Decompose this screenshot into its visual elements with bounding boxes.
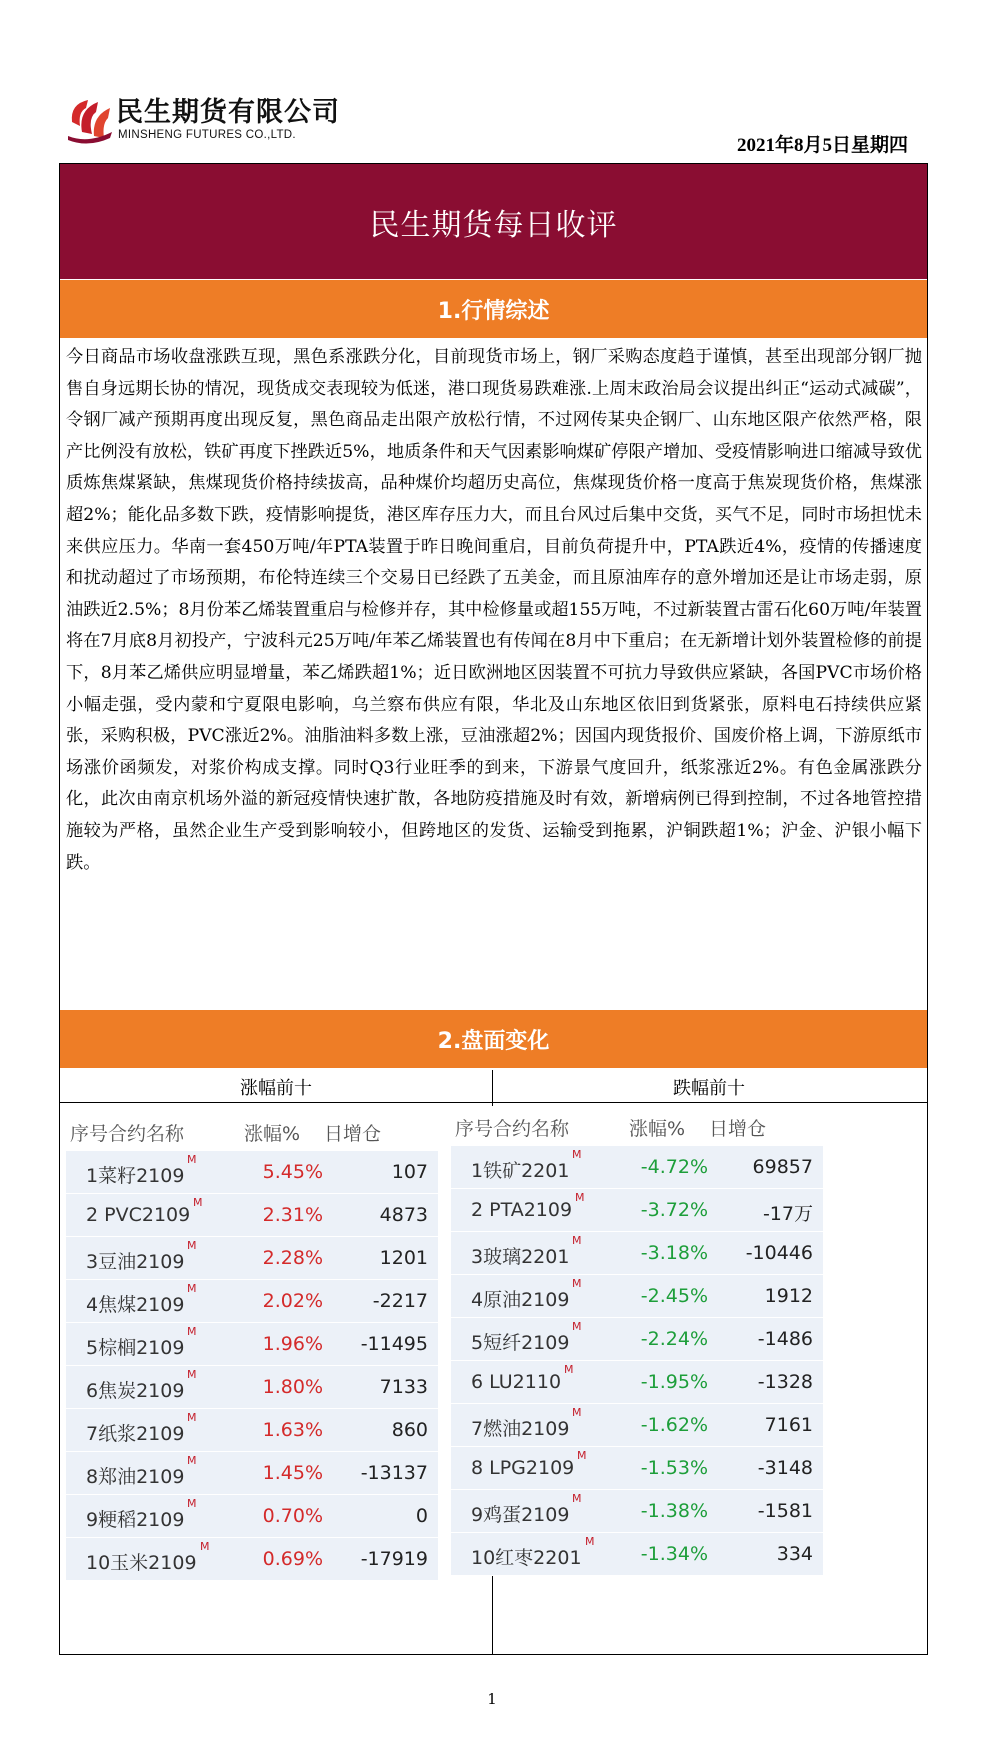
change-pct: -3.72% bbox=[640, 1199, 708, 1221]
main-contract-mark: M bbox=[187, 1153, 197, 1166]
main-contract-mark: M bbox=[187, 1411, 197, 1424]
main-contract-mark: M bbox=[585, 1535, 595, 1548]
contract-name: 4焦煤2109 bbox=[86, 1294, 185, 1316]
contract-name: 6 LU2110 bbox=[471, 1371, 562, 1393]
table-row bbox=[66, 1495, 438, 1538]
section-board-changes-title: 2.盘面变化 bbox=[60, 1010, 927, 1068]
col-open-interest-change: 日增仓 bbox=[709, 1118, 767, 1140]
contract-name: 9鸡蛋2109 bbox=[471, 1504, 570, 1526]
main-contract-mark: M bbox=[193, 1196, 203, 1209]
table-row bbox=[66, 1151, 438, 1194]
gainers-table bbox=[66, 1111, 438, 1581]
open-interest-change: 7161 bbox=[764, 1414, 813, 1436]
market-overview-text: 今日商品市场收盘涨跌互现，黑色系涨跌分化，目前现货市场上，钢厂采购态度趋于谨慎，甚至出现部分钢厂抛售自身远期长协的情况，现货成交表现较为低迷，港口现货易跌难涨.上周末政治局会议提出纠正“运动式减碳”，令钢厂减产预期再度出现反复，黑色商品走出限产放松行情，不过网传某央企钢厂、山东地区限产依然严格，限产比例没有放松，铁矿再度下挫跌近5%，地质条件和天气因素影响煤矿停限产增加、受疫情影响进口缩减导致优质炼焦煤紧缺，焦煤现货价格持续拔高，品种煤价均超历史高位，焦煤现货价格一度高于焦炭现货价格，焦煤涨超2%；能化品多数下跌，疫情影响提货，港区库存压力大，而且台风过后集中交货，买气不足，同时市场担忧未来供应压力。华南一套450万吨/年PTA装置于昨日晚间重启，目前负荷提升中，PTA跌近4%，疫情的传播速度和扰动超过了市场预期，布伦特连续三个交易日已经跌了五美金，而且原油库存的意外增加还是让市场走弱，原油跌近2.5%；8月份苯乙烯装置重启与检修并存，其中检修量或超155万吨，不过新装置古雷石化60万吨/年装置将在7月底8月初投产，宁波科元25万吨/年苯乙烯装置也有传闻在8月中下重启；在无新增计划外装置检修的前提下，8月苯乙烯供应明显增量，苯乙烯跌超1%；近日欧洲地区因装置不可抗力导致供应紧缺，各国PVC市场价格小幅走强，受内蒙和宁夏限电影响，乌兰察布供应有限，华北及山东地区依旧到货紧张，原料电石持续供应紧张，采购积极，PVC涨近2%。油脂油料多数上涨，豆油涨超2%；因国内现货报价、国废价格上调，下游原纸市场涨价函频发，对浆价构成支撑。同时Q3行业旺季的到来，下游景气度回升，纸浆涨近2%。有色金属涨跌分化，此次由南京机场外溢的新冠疫情快速扩散，各地防疫措施及时有效，新增病例已得到控制，不过各地管控措施较为严格，虽然企业生产受到影响较小，但跨地区的发货、运输受到拖累，沪铜跌超1%；沪金、沪银小幅下跌。 bbox=[66, 347, 922, 873]
table-row bbox=[451, 1146, 823, 1189]
contract-name: 5棕榈2109 bbox=[86, 1337, 185, 1359]
open-interest-change: 7133 bbox=[379, 1376, 428, 1398]
change-pct: -3.18% bbox=[640, 1242, 708, 1264]
open-interest-change: -1486 bbox=[757, 1328, 813, 1350]
table-row bbox=[451, 1232, 823, 1275]
company-name-en: MINSHENG FUTURES CO.,LTD. bbox=[118, 129, 296, 141]
open-interest-change: 4873 bbox=[379, 1204, 428, 1226]
contract-name: 2 PVC2109 bbox=[86, 1204, 191, 1226]
col-contract-name: 序号合约名称 bbox=[70, 1123, 185, 1145]
main-contract-mark: M bbox=[572, 1406, 582, 1419]
contract-name: 4原油2109 bbox=[471, 1289, 570, 1311]
table-row bbox=[66, 1280, 438, 1323]
table-row bbox=[451, 1490, 823, 1533]
open-interest-change: 107 bbox=[391, 1161, 428, 1183]
table-row bbox=[66, 1452, 438, 1495]
section-market-overview-title: 1.行情综述 bbox=[60, 280, 927, 338]
col-contract-name: 序号合约名称 bbox=[455, 1118, 570, 1140]
open-interest-change: -11495 bbox=[360, 1333, 428, 1355]
open-interest-change: -17919 bbox=[360, 1548, 428, 1570]
table-row bbox=[66, 1538, 438, 1581]
page-number: 1 bbox=[487, 1690, 497, 1708]
open-interest-change: -2217 bbox=[372, 1290, 428, 1312]
contract-name: 7燃油2109 bbox=[471, 1418, 570, 1440]
main-contract-mark: M bbox=[572, 1320, 582, 1333]
change-pct: -2.45% bbox=[640, 1285, 708, 1307]
change-pct: 0.69% bbox=[262, 1548, 323, 1570]
report-date: 2021年8月5日星期四 bbox=[736, 135, 908, 156]
main-contract-mark: M bbox=[187, 1239, 197, 1252]
table-row bbox=[451, 1318, 823, 1361]
main-contract-mark: M bbox=[572, 1148, 582, 1161]
contract-name: 10红枣2201 bbox=[471, 1547, 582, 1569]
contract-name: 5短纤2109 bbox=[471, 1332, 570, 1354]
open-interest-change: -1581 bbox=[757, 1500, 813, 1522]
panel-title-divider bbox=[60, 1102, 927, 1103]
change-pct: -1.62% bbox=[640, 1414, 708, 1436]
change-pct: 1.96% bbox=[262, 1333, 323, 1355]
table-row bbox=[66, 1194, 438, 1237]
contract-name: 7纸浆2109 bbox=[86, 1423, 185, 1445]
table-row bbox=[66, 1237, 438, 1280]
losers-table bbox=[451, 1106, 823, 1576]
main-contract-mark: M bbox=[200, 1540, 210, 1553]
col-change-pct: 涨幅% bbox=[629, 1118, 686, 1140]
table-row bbox=[451, 1189, 823, 1232]
table-row bbox=[451, 1404, 823, 1447]
open-interest-change: 334 bbox=[776, 1543, 813, 1565]
losers-rows bbox=[451, 1146, 823, 1576]
open-interest-change: -17万 bbox=[762, 1203, 813, 1225]
col-open-interest-change: 日增仓 bbox=[324, 1123, 382, 1145]
main-contract-mark: M bbox=[187, 1282, 197, 1295]
losers-table-header bbox=[451, 1106, 823, 1146]
table-row bbox=[66, 1409, 438, 1452]
table-row bbox=[66, 1366, 438, 1409]
contract-name: 10玉米2109 bbox=[86, 1552, 197, 1574]
main-contract-mark: M bbox=[564, 1363, 574, 1376]
table-row bbox=[451, 1361, 823, 1404]
open-interest-change: 860 bbox=[391, 1419, 428, 1441]
open-interest-change: -3148 bbox=[757, 1457, 813, 1479]
main-contract-mark: M bbox=[187, 1497, 197, 1510]
change-pct: -1.34% bbox=[640, 1543, 708, 1565]
col-change-pct: 涨幅% bbox=[244, 1123, 301, 1145]
contract-name: 2 PTA2109 bbox=[471, 1199, 573, 1221]
contract-name: 1铁矿2201 bbox=[471, 1160, 570, 1182]
main-contract-mark: M bbox=[187, 1368, 197, 1381]
change-pct: 1.45% bbox=[262, 1462, 323, 1484]
table-row bbox=[66, 1323, 438, 1366]
change-pct: 0.70% bbox=[262, 1505, 323, 1527]
company-logo bbox=[66, 92, 356, 154]
report-title-banner: 民生期货每日收评 bbox=[60, 164, 927, 279]
contract-name: 3玻璃2201 bbox=[471, 1246, 570, 1268]
open-interest-change: 0 bbox=[415, 1505, 428, 1527]
main-contract-mark: M bbox=[572, 1277, 582, 1290]
open-interest-change: 1912 bbox=[764, 1285, 813, 1307]
main-contract-mark: M bbox=[572, 1492, 582, 1505]
change-pct: 2.02% bbox=[262, 1290, 323, 1312]
table-row bbox=[451, 1447, 823, 1490]
contract-name: 8 LPG2109 bbox=[471, 1457, 575, 1479]
page-header bbox=[0, 0, 984, 165]
change-pct: 1.63% bbox=[262, 1419, 323, 1441]
change-pct: 1.80% bbox=[262, 1376, 323, 1398]
gainers-rows bbox=[66, 1151, 438, 1581]
losers-panel-title: 跌幅前十 bbox=[673, 1078, 745, 1099]
open-interest-change: -10446 bbox=[745, 1242, 813, 1264]
main-contract-mark: M bbox=[187, 1454, 197, 1467]
table-row bbox=[451, 1275, 823, 1318]
report-frame bbox=[59, 163, 928, 1655]
contract-name: 6焦炭2109 bbox=[86, 1380, 185, 1402]
change-pct: 2.31% bbox=[262, 1204, 323, 1226]
main-contract-mark: M bbox=[572, 1234, 582, 1247]
open-interest-change: -13137 bbox=[360, 1462, 428, 1484]
contract-name: 3豆油2109 bbox=[86, 1251, 185, 1273]
gainers-table-header bbox=[66, 1111, 438, 1151]
main-contract-mark: M bbox=[187, 1325, 197, 1338]
open-interest-change: -1328 bbox=[757, 1371, 813, 1393]
change-pct: -4.72% bbox=[640, 1156, 708, 1178]
contract-name: 9粳稻2109 bbox=[86, 1509, 185, 1531]
change-pct: -1.38% bbox=[640, 1500, 708, 1522]
change-pct: -2.24% bbox=[640, 1328, 708, 1350]
contract-name: 8郑油2109 bbox=[86, 1466, 185, 1488]
change-pct: -1.95% bbox=[640, 1371, 708, 1393]
company-name-cn: 民生期货有限公司 bbox=[116, 97, 340, 128]
main-contract-mark: M bbox=[577, 1449, 587, 1462]
contract-name: 1菜籽2109 bbox=[86, 1165, 185, 1187]
table-row bbox=[451, 1533, 823, 1576]
open-interest-change: 69857 bbox=[752, 1156, 813, 1178]
open-interest-change: 1201 bbox=[379, 1247, 428, 1269]
main-contract-mark: M bbox=[575, 1191, 585, 1204]
gainers-panel-title: 涨幅前十 bbox=[240, 1078, 312, 1099]
change-pct: 2.28% bbox=[262, 1247, 323, 1269]
minsheng-logo-icon bbox=[66, 92, 114, 144]
change-pct: 5.45% bbox=[262, 1161, 323, 1183]
change-pct: -1.53% bbox=[640, 1457, 708, 1479]
